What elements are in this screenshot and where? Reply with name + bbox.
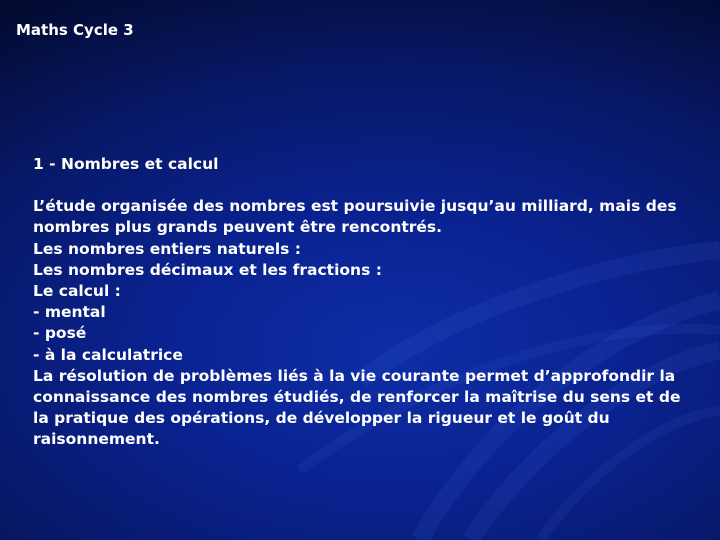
list-item-mental: - mental xyxy=(33,303,106,322)
list-item-pose: - posé xyxy=(33,324,87,343)
paragraph-resolution: La résolution de problèmes liés à la vie courante permet d’approfondir la connaissance des nombres étudiés, de renforcer la maîtrise du sens et de la pratique des opérations, de développer la rigueur et le goût du raisonnement. xyxy=(33,366,681,449)
paragraph-entiers: Les nombres entiers naturels : xyxy=(33,239,301,258)
list-item-calculatrice: - à la calculatrice xyxy=(33,345,183,364)
slide-title: Maths Cycle 3 xyxy=(16,21,134,39)
paragraph-calcul: Le calcul : xyxy=(33,282,121,301)
slide-content xyxy=(33,154,698,451)
section-heading: 1 - Nombres et calcul xyxy=(33,155,219,173)
paragraph-decimaux: Les nombres décimaux et les fractions : xyxy=(33,260,382,279)
paragraph-intro: L’étude organisée des nombres est poursuivie jusqu’au milliard, mais des nombres plus grands peuvent être rencontrés. xyxy=(33,197,677,237)
